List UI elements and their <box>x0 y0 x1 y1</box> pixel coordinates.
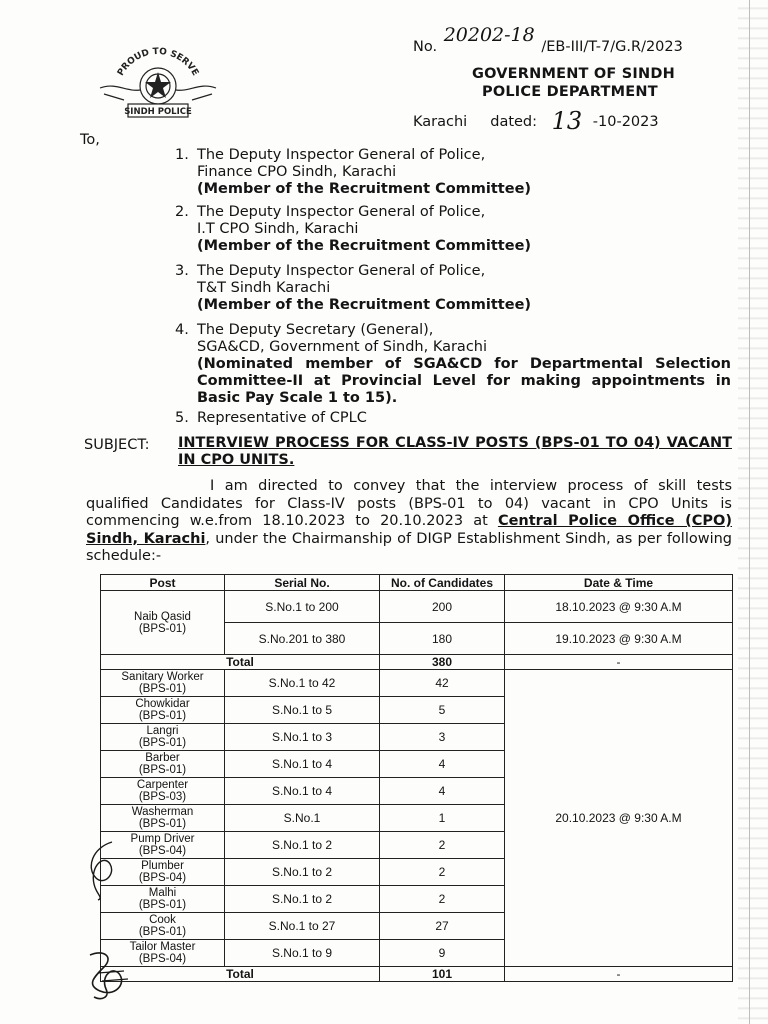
dated-label: dated: <box>490 114 538 130</box>
count-cell: 2 <box>380 886 505 913</box>
header-post: Post <box>101 575 225 591</box>
seal-bottom-text: SINDH POLICE <box>124 107 192 117</box>
letter-date <box>413 104 659 135</box>
serial-cell: S.No.1 to 2 <box>225 832 380 859</box>
handwritten-initial-mark <box>82 838 132 902</box>
post-cell: Barber (BPS-01) <box>101 751 225 778</box>
count-cell: 2 <box>380 832 505 859</box>
handwritten-signature-mark <box>80 945 136 1003</box>
recipient-2: 2. The Deputy Inspector General of Police, I.T CPO Sindh, Karachi (Member of the Recruitment Committee) <box>175 204 532 254</box>
total-label: Total <box>101 967 380 982</box>
total-count: 380 <box>380 655 505 670</box>
serial-cell: S.No.1 to 3 <box>225 724 380 751</box>
reference-number <box>413 24 683 56</box>
subject-text: INTERVIEW PROCESS FOR CLASS-IV POSTS (BPS-01 TO 04) VACANT IN CPO UNITS. <box>178 435 732 468</box>
sindh-police-seal-logo <box>96 42 220 122</box>
serial-cell: S.No.1 to 200 <box>225 591 380 623</box>
serial-cell: S.No.1 to 9 <box>225 940 380 967</box>
shared-date-cell: 20.10.2023 @ 9:30 A.M <box>505 670 733 967</box>
table-row <box>101 591 733 623</box>
scan-edge <box>738 0 768 1024</box>
serial-cell: S.No.1 to 5 <box>225 697 380 724</box>
venue-text: Central Police Office (CPO) Sindh, Karachi <box>86 513 732 547</box>
count-cell: 180 <box>380 623 505 655</box>
ref-suffix: /EB-III/T-7/G.R/2023 <box>541 39 683 55</box>
date-cell: 19.10.2023 @ 9:30 A.M <box>505 623 733 655</box>
count-cell: 2 <box>380 859 505 886</box>
post-cell: Plumber (BPS-04) <box>101 859 225 886</box>
post-cell: Langri (BPS-01) <box>101 724 225 751</box>
ref-prefix: No. <box>413 39 438 55</box>
recipient-4: 4. The Deputy Secretary (General), SGA&CD, Government of Sindh, Karachi (Nominated member of SGA&CD for Departmental Selection Committee-II at Provincial Level for making appointments in Basic Pay Scale 1 to 15). <box>175 322 731 406</box>
total-date: - <box>505 967 733 982</box>
recipient-3: 3. The Deputy Inspector General of Police, T&T Sindh Karachi (Member of the Recruitment Committee) <box>175 263 532 313</box>
count-cell: 3 <box>380 724 505 751</box>
post-cell: Tailor Master (BPS-04) <box>101 940 225 967</box>
count-cell: 4 <box>380 751 505 778</box>
total-row <box>101 655 733 670</box>
post-cell: Chowkidar (BPS-01) <box>101 697 225 724</box>
total-row <box>101 967 733 982</box>
scan-edge-line <box>749 0 750 1024</box>
body-paragraph: I am directed to convey that the interview process of skill tests qualified Candidates for Class-IV posts (BPS-01 to 04) vacant in CPO Units is commencing w.e.from 18.10.2023 to 20.10.2023 at Central Police Office (CPO) Sindh, Karachi, under the Chairmanship of DIGP Establishment Sindh, as per following schedule:- <box>86 478 732 564</box>
interview-schedule-table <box>100 574 733 982</box>
header-serial: Serial No. <box>225 575 380 591</box>
serial-cell: S.No.1 to 42 <box>225 670 380 697</box>
post-cell: Malhi (BPS-01) <box>101 886 225 913</box>
count-cell: 4 <box>380 778 505 805</box>
count-cell: 5 <box>380 697 505 724</box>
post-cell: Sanitary Worker (BPS-01) <box>101 670 225 697</box>
total-date: - <box>505 655 733 670</box>
recipient-1: 1. The Deputy Inspector General of Police, Finance CPO Sindh, Karachi (Member of the Recruitment Committee) <box>175 147 532 197</box>
post-cell: Cook (BPS-01) <box>101 913 225 940</box>
serial-cell: S.No.1 to 2 <box>225 859 380 886</box>
post-cell: Washerman (BPS-01) <box>101 805 225 832</box>
serial-cell: S.No.1 to 27 <box>225 913 380 940</box>
date-suffix: -10-2023 <box>592 114 659 130</box>
count-cell: 42 <box>380 670 505 697</box>
subject-label: SUBJECT: <box>84 437 150 453</box>
serial-cell: S.No.1 to 2 <box>225 886 380 913</box>
header-date-time: Date & Time <box>505 575 733 591</box>
ref-handwritten-number: 20202-18 <box>443 24 535 46</box>
post-cell: Naib Qasid (BPS-01) <box>101 591 225 655</box>
post-cell: Carpenter (BPS-03) <box>101 778 225 805</box>
handwritten-day: 13 <box>551 107 583 135</box>
header-candidates: No. of Candidates <box>380 575 505 591</box>
table-row <box>101 670 733 697</box>
government-heading: GOVERNMENT OF SINDH <box>472 66 675 82</box>
total-label: Total <box>101 655 380 670</box>
serial-cell: S.No.1 <box>225 805 380 832</box>
post-cell: Pump Driver (BPS-04) <box>101 832 225 859</box>
serial-cell: S.No.1 to 4 <box>225 778 380 805</box>
city: Karachi <box>413 114 468 130</box>
table-header-row <box>101 575 733 591</box>
recipient-5: 5. Representative of CPLC <box>175 410 367 426</box>
serial-cell: S.No.1 to 4 <box>225 751 380 778</box>
count-cell: 9 <box>380 940 505 967</box>
total-count: 101 <box>380 967 505 982</box>
seal-top-text: PROUD TO SERVE <box>116 46 200 78</box>
count-cell: 27 <box>380 913 505 940</box>
serial-cell: S.No.201 to 380 <box>225 623 380 655</box>
count-cell: 1 <box>380 805 505 832</box>
to-label: To, <box>80 132 100 148</box>
department-heading: POLICE DEPARTMENT <box>482 84 658 100</box>
date-cell: 18.10.2023 @ 9:30 A.M <box>505 591 733 623</box>
count-cell: 200 <box>380 591 505 623</box>
